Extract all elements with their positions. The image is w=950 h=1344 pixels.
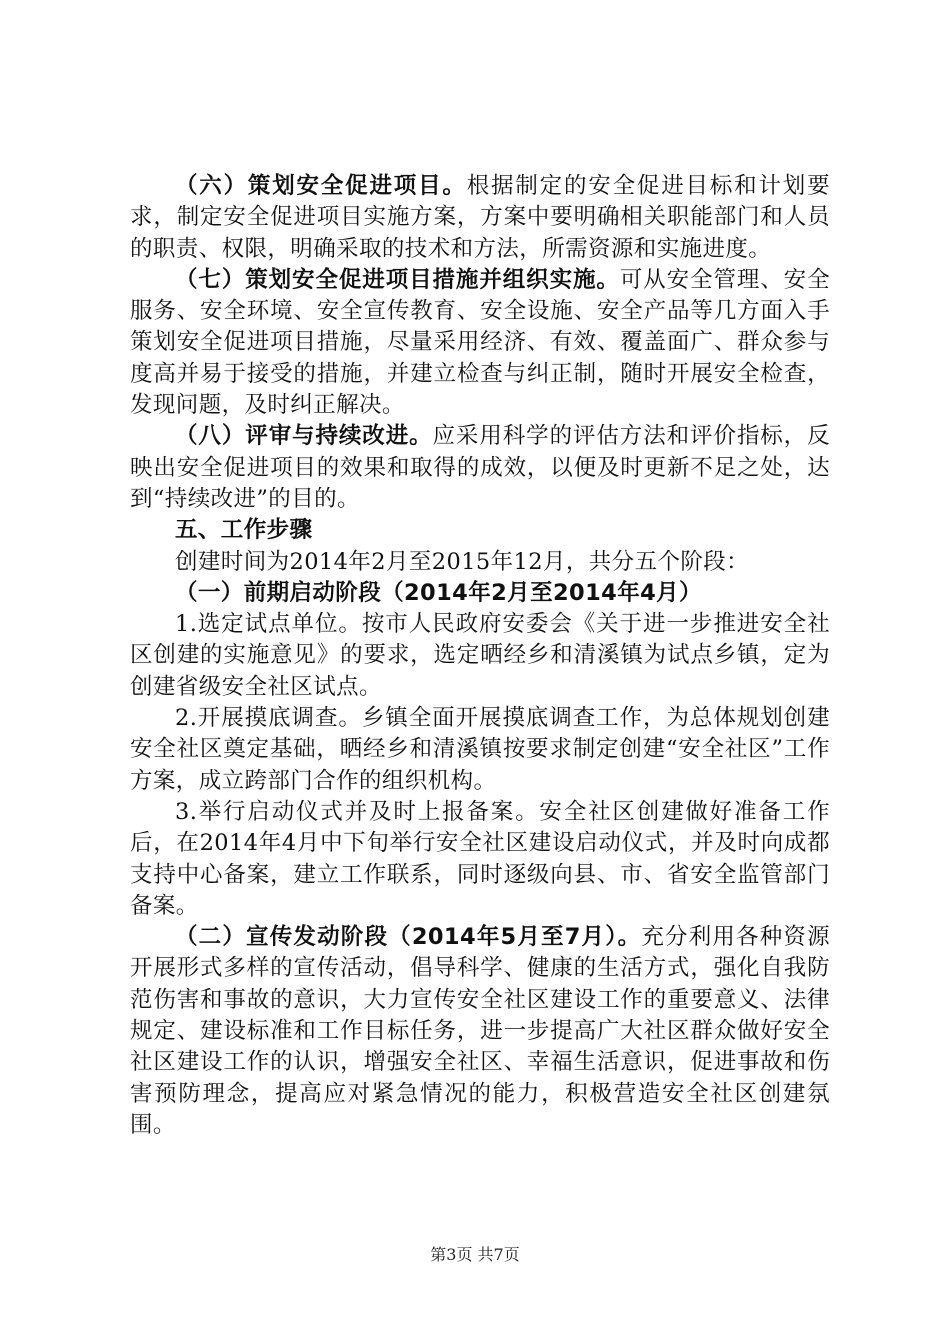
paragraph-text: 根据制定的安全促进目标和计划要求，制定安全促进项目实施方案，方案中要明确相关职能部门和人员的职责、权限，明确采取的技术和方法，所需资源和实施进度。 [130, 173, 830, 262]
paragraph-heading: （八）评审与持续改进。 [175, 423, 433, 450]
paragraph-heading: （七）策划安全促进项目措施并组织实施。 [175, 266, 620, 293]
paragraph-section-8 [130, 421, 830, 515]
paragraph-text: 3.举行启动仪式并及时上报备案。安全社区创建做好准备工作后，在2014年4月中下旬举行安全社区建设启动仪式，并及时向成都支持中心备案，建立工作联系，同时逐级向县、市、省安全监管部门备案。 [130, 798, 830, 919]
paragraph-timeline [130, 547, 830, 578]
phase-heading: （二）宣传发动阶段（2014年5月至7月）。 [175, 924, 642, 951]
paragraph-phase-2 [130, 922, 830, 1141]
page-number-footer: 第3页 共7页 [430, 1245, 520, 1264]
paragraph-section-7 [130, 265, 830, 421]
paragraph-step-1 [130, 609, 830, 703]
subheading-phase-1 [130, 578, 830, 609]
section-heading: 五、工作步骤 [175, 517, 313, 544]
phase-heading: （一）前期启动阶段（2014年2月至2014年4月） [175, 579, 702, 606]
paragraph-step-2 [130, 703, 830, 797]
paragraph-step-3 [130, 797, 830, 922]
paragraph-text: 可从安全管理、安全服务、安全环境、安全宣传教育、安全设施、安全产品等几方面入手策划安全促进项目措施，尽量采用经济、有效、覆盖面广、群众参与度高并易于接受的措施，并建立检查与纠正制，随时开展安全检查，发现问题，及时纠正解决。 [130, 266, 830, 419]
paragraph-section-6 [130, 171, 830, 265]
paragraph-text: 应采用科学的评估方法和评价指标，反映出安全促进项目的效果和取得的成效，以便及时更新不足之处，达到“持续改进”的目的。 [130, 423, 830, 512]
paragraph-heading: （六）策划安全促进项目。 [175, 173, 467, 199]
document-body [130, 171, 830, 1141]
paragraph-text: 2.开展摸底调查。乡镇全面开展摸底调查工作，为总体规划创建安全社区奠定基础，晒经乡和清溪镇按要求制定创建“安全社区”工作方案，成立跨部门合作的组织机构。 [130, 705, 830, 794]
paragraph-text: 1.选定试点单位。按市人民政府安委会《关于进一步推进安全社区创建的实施意见》的要求，选定晒经乡和清溪镇为试点乡镇，定为创建省级安全社区试点。 [130, 611, 830, 700]
section-heading-work-steps [130, 515, 830, 546]
paragraph-text: 充分利用各种资源开展形式多样的宣传活动，倡导科学、健康的生活方式，强化自我防范伤害和事故的意识，大力宣传安全社区建设工作的重要意义、法律规定、建设标准和工作目标任务，进一步提高广大社区群众做好安全社区建设工作的认识，增强安全社区、幸福生活意识，促进事故和伤害预防理念，提高应对紧急情况的能力，积极营造安全社区创建氛围。 [130, 924, 830, 1138]
paragraph-text: 创建时间为2014年2月至2015年12月，共分五个阶段： [175, 548, 750, 575]
